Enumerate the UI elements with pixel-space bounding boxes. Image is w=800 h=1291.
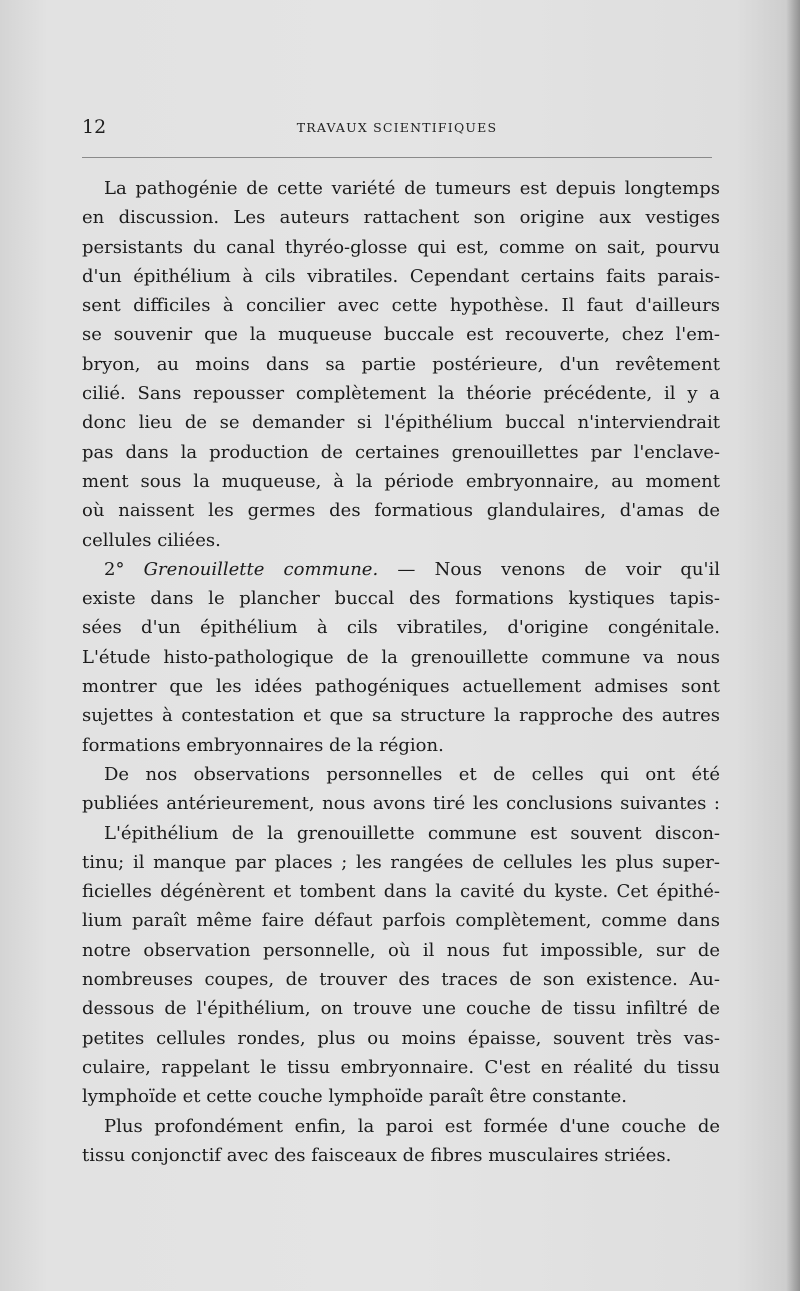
text-line: petites cellules rondes, plus ou moins épaisse, souvent très vas-	[82, 1027, 720, 1049]
text-line: ficielles dégénèrent et tombent dans la cavité du kyste. Cet épithé-	[82, 881, 720, 903]
text-line: persistants du canal thyréo-glosse qui est, comme on sait, pourvu	[82, 236, 720, 258]
text-line: nombreuses coupes, de trouver des traces de son existence. Au-	[82, 969, 720, 991]
section-lead-line	[82, 555, 720, 584]
running-title: TRAVAUX SCIENTIFIQUES	[296, 120, 498, 135]
page-header	[82, 116, 712, 142]
header-rule	[82, 157, 712, 158]
text-line: tissu conjonctif avec des faisceaux de fibres musculaires striées.	[82, 1144, 672, 1166]
text-line: culaire, rappelant le tissu embryonnaire. C'est en réalité du tissu	[82, 1056, 720, 1078]
text-line: donc lieu de se demander si l'épithélium buccal n'interviendrait	[82, 412, 720, 434]
text-line: se souvenir que la muqueuse buccale est recouverte, chez l'em-	[82, 324, 720, 346]
text-line: cilié. Sans repousser complètement la théorie précédente, il y a	[82, 383, 720, 405]
text-line: existe dans le plancher buccal des formations kystiques tapis-	[82, 588, 720, 610]
section-lead-text: — Nous venons de voir qu'il	[378, 558, 720, 580]
text-line: dessous de l'épithélium, on trouve une couche de tissu infiltré de	[82, 998, 720, 1020]
text-line: lium paraît même faire défaut parfois complètement, comme dans	[82, 910, 720, 932]
text-line: sées d'un épithélium à cils vibratiles, d'origine congénitale.	[82, 617, 720, 639]
section-number: 2°	[104, 558, 125, 580]
text-line: L'épithélium de la grenouillette commune est souvent discon-	[104, 822, 720, 844]
text-line: sent difficiles à concilier avec cette hypothèse. Il faut d'ailleurs	[82, 295, 720, 317]
text-line: d'un épithélium à cils vibratiles. Cependant certains faits parais-	[82, 265, 720, 287]
text-line: La pathogénie de cette variété de tumeurs est depuis longtemps	[104, 178, 720, 199]
text-line: notre observation personnelle, où il nous fut impossible, sur de	[82, 939, 720, 961]
text-line: lymphoïde et cette couche lymphoïde paraît être constante.	[82, 1086, 628, 1108]
body-text	[82, 174, 720, 1170]
text-line: publiées antérieurement, nous avons tiré les conclusions suivantes :	[82, 793, 720, 815]
page-number: 12	[82, 116, 107, 138]
text-line: De nos observations personnelles et de celles qui ont été	[104, 763, 720, 785]
text-line: en discussion. Les auteurs rattachent son origine aux vestiges	[82, 207, 720, 229]
text-line: sujettes à contestation et que sa structure la rapproche des autres	[82, 705, 720, 727]
text-line: Plus profondément enfin, la paroi est formée d'une couche de	[104, 1115, 720, 1137]
text-line: tinu; il manque par places ; les rangées de cellules les plus super-	[82, 851, 720, 873]
text-line: L'étude histo-pathologique de la grenouillette commune va nous	[82, 646, 720, 668]
text-line: montrer que les idées pathogéniques actuellement admises sont	[82, 676, 720, 698]
page-edge-shadow	[786, 0, 800, 1291]
text-line: pas dans la production de certaines grenouillettes par l'enclave-	[82, 441, 720, 463]
text-line: cellules ciliées.	[82, 529, 221, 551]
text-line: ment sous la muqueuse, à la période embryonnaire, au moment	[82, 470, 720, 492]
section-title: Grenouillette commune.	[143, 558, 379, 580]
text-line: bryon, au moins dans sa partie postérieure, d'un revêtement	[82, 353, 720, 375]
text-line: formations embryonnaires de la région.	[82, 734, 444, 756]
text-line: où naissent les germes des formatious glandulaires, d'amas de	[82, 500, 720, 522]
